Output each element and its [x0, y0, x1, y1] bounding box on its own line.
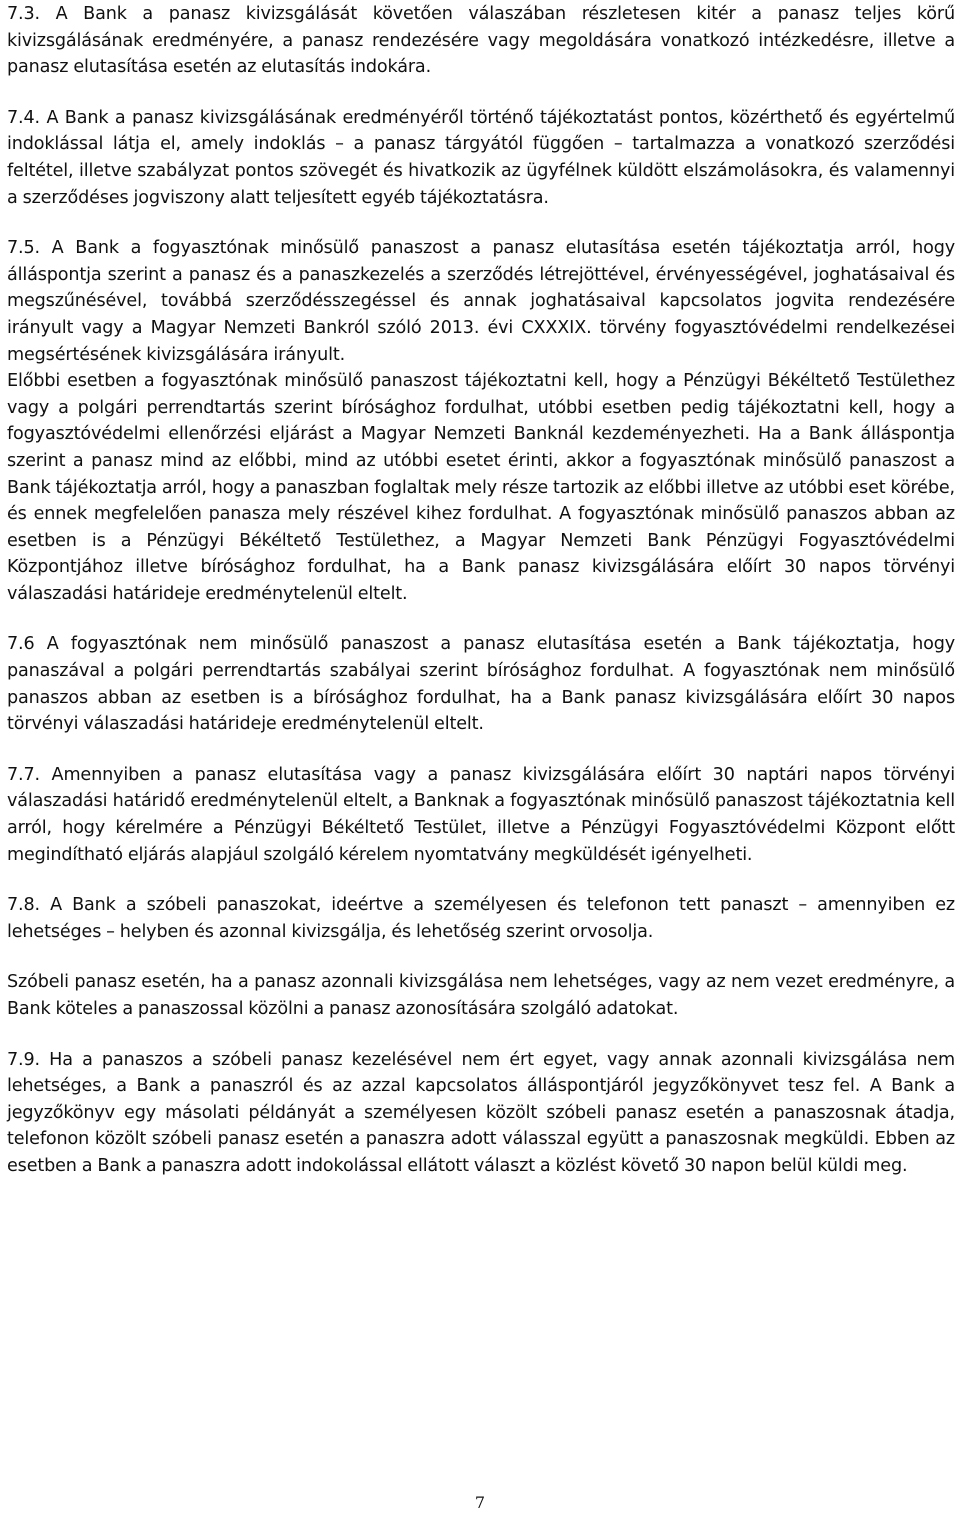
- paragraph-7-8-continued: Szóbeli panasz esetén, ha a panasz azonnali kivizsgálása nem lehetséges, vagy az nem vezet eredményre, a Bank köteles a panaszossal közölni a panasz azonosítására szolgáló adatokat.: [7, 972, 955, 1019]
- page-number: 7: [474, 1493, 486, 1512]
- paragraph-7-8: 7.8. A Bank a szóbeli panaszokat, ideértve a személyesen és telefonon tett panaszt – amennyiben ez lehetséges – helyben és azonnal kivizsgálja, és lehetőség szerint orvosolja.: [7, 895, 955, 942]
- paragraph-7-5: 7.5. A Bank a fogyasztónak minősülő panaszost a panasz elutasítása esetén tájékoztatja arról, hogy álláspontja szerint a panasz és a panaszkezelés a szerződés létrejöttével, érvényességével, joghatásaival és megszűnésével, továbbá szerződésszegéssel és annak joghatásaival kapcsolatos jogvita rendezésére irányult vagy a Magyar Nemzeti Bankról szóló 2013. évi CXXXIX. törvény fogyasztóvédelmi rendelkezései megsértésének kivizsgálására irányult.: [7, 238, 955, 365]
- paragraph-7-6: 7.6 A fogyasztónak nem minősülő panaszost a panasz elutasítása esetén a Bank tájékoztatja, hogy panaszával a polgári perrendtartás szabályai szerint bírósághoz fordulhat. A fogyasztónak nem minősülő panaszos abban az esetben is a bírósághoz fordulhat, ha a Bank panasz kivizsgálására előírt 30 napos törvényi válaszadási határideje eredménytelenül eltelt.: [7, 634, 955, 735]
- document-page: [7, 0, 955, 1180]
- paragraph-7-9: 7.9. Ha a panaszos a szóbeli panasz kezelésével nem ért egyet, vagy annak azonnali kivizsgálása nem lehetséges, a Bank a panaszról és az azzal kapcsolatos álláspontjáról jegyzőkönyvet tesz fel. A Bank a jegyzőkönyv egy másolati példányát a személyesen közölt szóbeli panasz esetén a panaszosnak átadja, telefonon közölt szóbeli panasz esetén a panaszra adott válasszal együtt a panaszosnak megküldi. Ebben az esetben a Bank a panaszra adott indokolással ellátott választ a közlést követő 30 napon belül küldi meg.: [7, 1049, 955, 1176]
- paragraph-7-3: 7.3. A Bank a panasz kivizsgálását követően válaszában részletesen kitér a panasz teljes körű kivizsgálásának eredményére, a panasz rendezésére vagy megoldására vonatkozó intézkedésre, illetve a panasz elutasítása esetén az elutasítás indokára.: [7, 4, 955, 78]
- paragraph-7-7: 7.7. Amennyiben a panasz elutasítása vagy a panasz kivizsgálására előírt 30 naptári napos törvényi válaszadási határidő eredménytelenül eltelt, a Banknak a fogyasztónak minősülő panaszost tájékoztatnia kell arról, hogy kérelmére a Pénzügyi Békéltető Testület, illetve a Pénzügyi Fogyasztóvédelmi Központ előtt megindítható eljárás alapjául szolgáló kérelem nyomtatvány megküldését igényelheti.: [7, 764, 955, 865]
- paragraph-7-4: 7.4. A Bank a panasz kivizsgálásának eredményéről történő tájékoztatást pontos, közérthető és egyértelmű indoklással látja el, amely indoklás – a panasz tárgyától függően – tartalmazza a vonatkozó szerződési feltétel, illetve szabályzat pontos szövegét és hivatkozik az ügyfélnek küldött elszámolásokra, és valamennyi a szerződéses jogviszony alatt teljesített egyéb tájékoztatásra.: [7, 107, 955, 208]
- paragraph-7-5-continued: Előbbi esetben a fogyasztónak minősülő panaszost tájékoztatni kell, hogy a Pénzügyi Békéltető Testülethez vagy a polgári perrendtartás szerint bírósághoz fordulhat, utóbbi esetben pedig tájékoztatni kell, hogy a fogyasztóvédelmi ellenőrzési eljárást a Magyar Nemzeti Banknál kezdeményezheti. Ha a Bank álláspontja szerint a panasz mind az előbbi, mind az utóbbi esetet érinti, akkor a fogyasztónak minősülő panaszost a Bank tájékoztatja arról, hogy a panaszban foglaltak mely része tartozik az előbbi illetve az utóbbi eset körébe, és ennek megfelelően panasza mely részével kihez fordulhat. A fogyasztónak minősülő panaszos abban az esetben is a Pénzügyi Békéltető Testülethez, a Magyar Nemzeti Bank Pénzügyi Fogyasztóvédelmi Központjához illetve bírósághoz fordulhat, ha a Bank panasz kivizsgálására előírt 30 napos törvényi válaszadási határideje eredménytelenül eltelt.: [7, 371, 955, 604]
